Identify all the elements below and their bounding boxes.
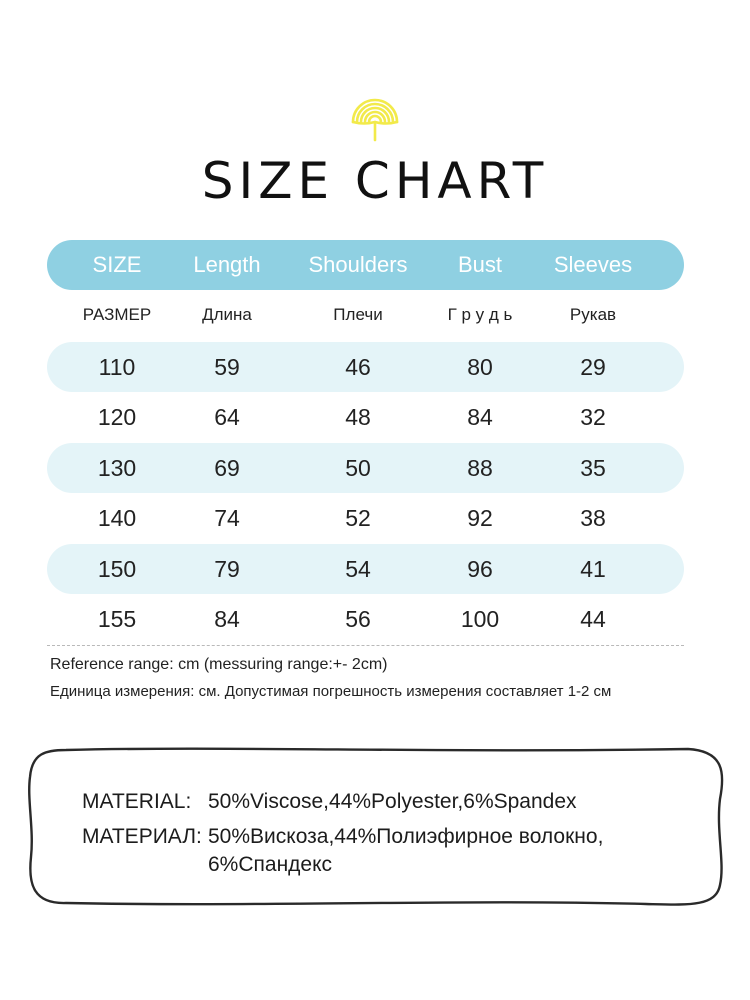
cell-length: 59	[214, 354, 240, 380]
header-bust-ru: Г р у д ь	[447, 305, 513, 324]
header-sleeves: Sleeves	[553, 252, 633, 277]
cell-length: 74	[214, 505, 240, 531]
cell-bust: 92	[467, 505, 493, 531]
material-value-ru-line1: 50%Вискоза,44%Полиэфирное волокно,	[208, 825, 604, 848]
header-length: Length	[193, 252, 261, 277]
header-shoulders-ru: Плечи	[333, 305, 383, 324]
cell-shoulders: 46	[345, 354, 371, 380]
table-row	[47, 342, 684, 392]
cell-length: 69	[214, 455, 240, 481]
cell-size: 110	[98, 354, 136, 380]
header-size-ru: РАЗМЕР	[82, 305, 152, 324]
cell-length: 64	[214, 404, 240, 430]
cell-length: 84	[214, 606, 240, 632]
cell-size: 150	[97, 556, 137, 582]
table-header-ru	[47, 292, 684, 338]
cell-size: 140	[97, 505, 137, 531]
cell-size: 130	[97, 455, 137, 481]
reference-note-en: Reference range: cm (messuring range:+- 2cm)	[50, 656, 388, 673]
cell-shoulders: 52	[345, 505, 371, 531]
header-length-ru: Длина	[202, 305, 252, 324]
cell-sleeves: 32	[580, 404, 606, 430]
cell-length: 79	[214, 556, 240, 582]
header-shoulders: Shoulders	[308, 252, 408, 277]
cell-size: 155	[97, 606, 137, 632]
dashed-divider	[47, 645, 684, 646]
header-sleeves-ru: Рукав	[569, 305, 617, 324]
material-value-ru-line2: 6%Спандекс	[208, 853, 333, 876]
cell-shoulders: 50	[345, 455, 371, 481]
cell-sleeves: 29	[580, 354, 606, 380]
page-title: SIZE CHART	[201, 152, 549, 210]
cell-bust: 100	[460, 606, 500, 632]
cell-sleeves: 41	[580, 556, 606, 582]
header-size: SIZE	[92, 252, 142, 277]
cell-bust: 96	[467, 556, 493, 582]
table-row	[47, 544, 684, 594]
cell-bust: 80	[467, 354, 493, 380]
cell-bust: 84	[467, 404, 493, 430]
reference-note-ru: Единица измерения: см. Допустимая погрешность измерения составляет 1-2 см	[50, 683, 612, 700]
rainbow-icon	[347, 92, 403, 142]
table-row	[47, 392, 684, 442]
table-row	[47, 443, 684, 493]
cell-bust: 88	[467, 455, 493, 481]
cell-shoulders: 48	[345, 404, 371, 430]
cell-sleeves: 44	[580, 606, 606, 632]
material-label-ru: МАТЕРИАЛ:	[82, 825, 202, 848]
cell-size: 120	[97, 404, 137, 430]
cell-sleeves: 35	[580, 455, 606, 481]
cell-sleeves: 38	[580, 505, 606, 531]
material-value-en: 50%Viscose,44%Polyester,6%Spandex	[208, 790, 577, 813]
cell-shoulders: 56	[345, 606, 371, 632]
header-bust: Bust	[457, 252, 503, 277]
cell-shoulders: 54	[345, 556, 371, 582]
table-row	[47, 594, 684, 644]
table-row	[47, 493, 684, 543]
material-label-en: MATERIAL:	[82, 790, 192, 813]
table-header	[47, 240, 684, 290]
